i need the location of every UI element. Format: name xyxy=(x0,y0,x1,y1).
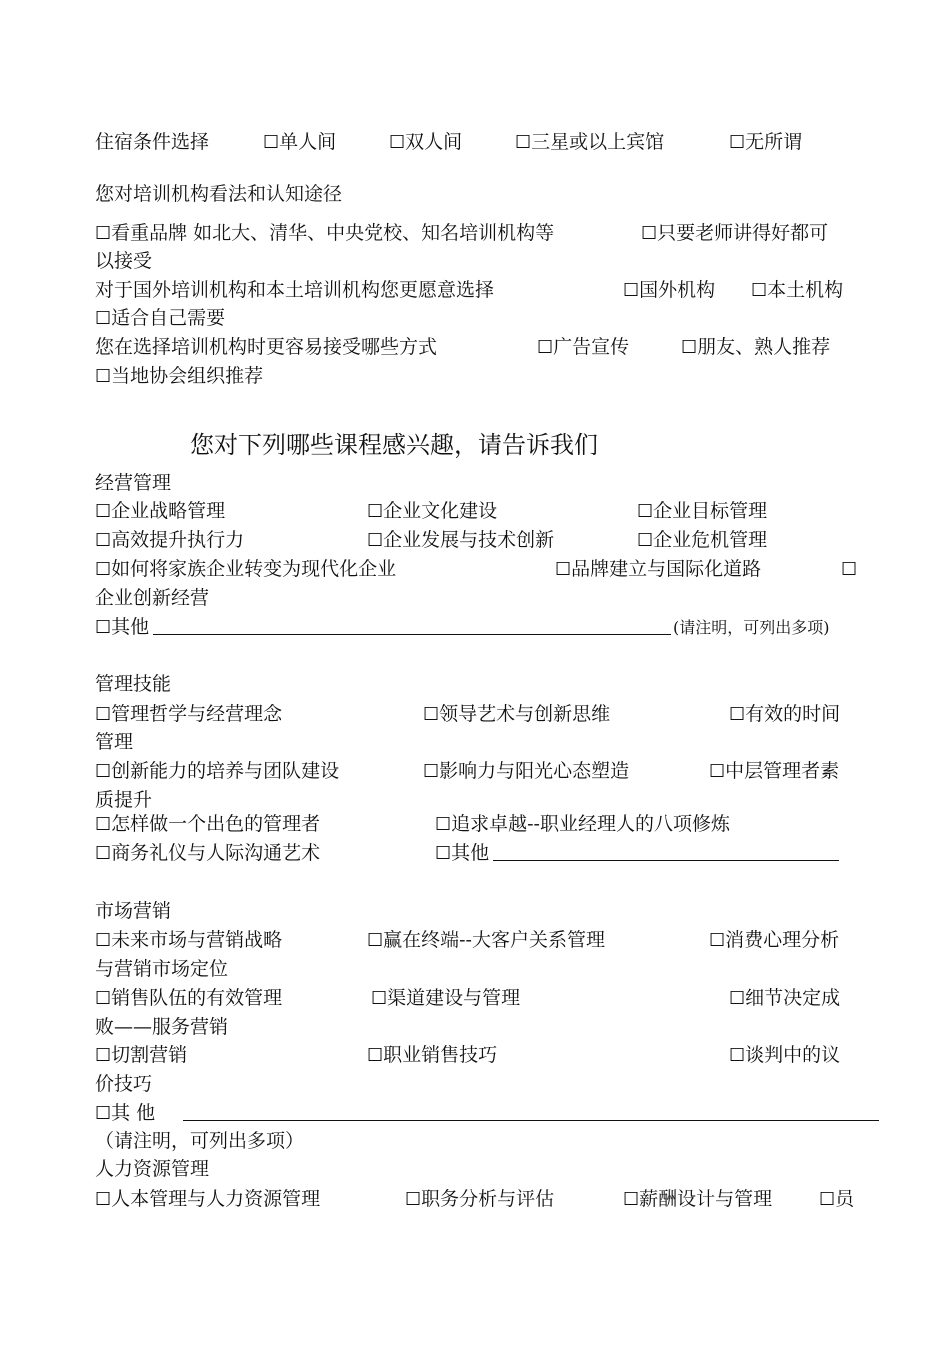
checkbox-icon[interactable]: ☐ xyxy=(623,280,640,301)
course-checkbox[interactable]: ☐职业销售技巧 xyxy=(367,1044,498,1066)
course-checkbox[interactable]: ☐怎样做一个出色的管理者 xyxy=(95,813,321,835)
perception-q3-option-association[interactable]: ☐当地协会组织推荐 xyxy=(95,365,264,387)
course-checkbox[interactable]: ☐品牌建立与国际化道路 xyxy=(555,558,762,580)
course-checkbox[interactable]: ☐切割营销 xyxy=(95,1044,188,1066)
checkbox-icon[interactable]: ☐ xyxy=(95,1045,112,1066)
skills-row-1-wrap: 管理 xyxy=(95,731,134,753)
checkbox-icon[interactable]: ☐ xyxy=(515,132,532,153)
marketing-other-input[interactable] xyxy=(183,1099,879,1121)
course-checkbox[interactable]: ☐如何将家族企业转变为现代化企业 xyxy=(95,558,397,580)
business-row-3 xyxy=(95,555,865,584)
business-title: 经营管理 xyxy=(95,472,172,494)
marketing-row-2-wrap: 败——服务营销 xyxy=(95,1016,229,1038)
lodging-option-single[interactable]: ☐单人间 xyxy=(263,131,337,153)
checkbox-icon[interactable]: ☐ xyxy=(637,530,654,551)
checkbox-icon[interactable]: ☐ xyxy=(729,1045,746,1066)
course-checkbox[interactable]: ☐谈判中的议 xyxy=(729,1044,841,1066)
checkbox-icon[interactable]: ☐ xyxy=(435,843,452,864)
perception-q2-label: 对于国外培训机构和本土培训机构您更愿意选择 xyxy=(95,279,495,301)
marketing-row-3 xyxy=(95,1041,865,1070)
perception-q1-option-brand[interactable]: ☐看重品牌 如北大、清华、中央党校、知名培训机构等 xyxy=(95,222,555,244)
checkbox-icon[interactable]: ☐ xyxy=(95,530,112,551)
marketing-other-note: （请注明，可列出多项） xyxy=(95,1130,305,1152)
checkbox-icon[interactable]: ☐ xyxy=(681,337,698,358)
perception-q2-option-suitable[interactable]: ☐适合自己需要 xyxy=(95,307,226,329)
business-row-2 xyxy=(95,526,865,555)
course-checkbox[interactable]: ☐企业发展与技术创新 xyxy=(367,529,555,551)
checkbox-icon[interactable]: ☐ xyxy=(405,1189,422,1210)
skills-row-2-wrap: 质提升 xyxy=(95,789,153,811)
checkbox-icon[interactable]: ☐ xyxy=(95,704,112,725)
business-row-3-wrap: 企业创新经营 xyxy=(95,587,210,609)
lodging-label: 住宿条件选择 xyxy=(95,131,210,153)
perception-q1-wrap: 以接受 xyxy=(95,250,153,272)
perception-q2-wrap xyxy=(95,304,865,333)
checkbox-icon[interactable]: ☐ xyxy=(95,930,112,951)
course-checkbox[interactable]: ☐有效的时间 xyxy=(729,703,841,725)
checkbox-icon[interactable]: ☐ xyxy=(371,988,388,1009)
checkbox-icon[interactable]: ☐ xyxy=(95,308,112,329)
marketing-row-1 xyxy=(95,926,865,955)
marketing-row-3-wrap: 价技巧 xyxy=(95,1073,153,1095)
checkbox-icon[interactable]: ☐ xyxy=(95,843,112,864)
checkbox-icon[interactable]: ☐ xyxy=(95,501,112,522)
course-checkbox[interactable]: ☐领导艺术与创新思维 xyxy=(423,703,611,725)
checkbox-icon[interactable]: ☐ xyxy=(95,223,112,244)
marketing-other-row xyxy=(95,1099,865,1128)
course-checkbox[interactable]: ☐中层管理者素 xyxy=(709,760,840,782)
checkbox-icon[interactable]: ☐ xyxy=(95,988,112,1009)
checkbox-icon[interactable]: ☐ xyxy=(751,280,768,301)
course-checkbox[interactable]: ☐销售队伍的有效管理 xyxy=(95,987,283,1009)
course-checkbox[interactable]: ☐渠道建设与管理 xyxy=(371,987,521,1009)
checkbox-icon[interactable]: ☐ xyxy=(709,930,726,951)
perception-q1-row xyxy=(95,219,865,248)
checkbox-icon[interactable]: ☐ xyxy=(367,501,384,522)
perception-q2-row xyxy=(95,276,865,305)
hr-row-1 xyxy=(95,1185,865,1214)
marketing-row-1-wrap: 与营销市场定位 xyxy=(95,958,229,980)
marketing-other-note-row xyxy=(95,1127,865,1156)
lodging-option-three-star[interactable]: ☐三星或以上宾馆 xyxy=(515,131,665,153)
lodging-row xyxy=(95,128,865,157)
course-checkbox[interactable]: ☐消费心理分析 xyxy=(709,929,840,951)
checkbox-icon[interactable]: ☐ xyxy=(709,761,726,782)
checkbox-icon[interactable]: ☐ xyxy=(95,1103,112,1124)
checkbox-icon[interactable]: ☐ xyxy=(729,988,746,1009)
perception-q2-option-local[interactable]: ☐本土机构 xyxy=(751,279,844,301)
course-checkbox[interactable]: ☐细节决定成 xyxy=(729,987,841,1009)
course-checkbox[interactable]: ☐职务分析与评估 xyxy=(405,1188,555,1210)
perception-q3-option-friends[interactable]: ☐朋友、熟人推荐 xyxy=(681,336,831,358)
checkbox-icon[interactable]: ☐ xyxy=(637,501,654,522)
hr-title: 人力资源管理 xyxy=(95,1158,210,1180)
perception-q3-label: 您在选择培训机构时更容易接受哪些方式 xyxy=(95,336,438,358)
perception-q1-option-teacher[interactable]: ☐只要老师讲得好都可 xyxy=(641,222,829,244)
checkbox-icon[interactable]: ☐ xyxy=(729,132,746,153)
marketing-title: 市场营销 xyxy=(95,900,172,922)
checkbox-icon[interactable]: ☐ xyxy=(95,617,112,638)
course-checkbox[interactable]: ☐未来市场与营销战略 xyxy=(95,929,283,951)
perception-q2-option-foreign[interactable]: ☐国外机构 xyxy=(623,279,716,301)
checkbox-icon[interactable]: ☐ xyxy=(623,1189,640,1210)
business-other-row xyxy=(95,613,865,642)
checkbox-icon[interactable]: ☐ xyxy=(367,530,384,551)
business-other-note: (请注明，可列出多项) xyxy=(673,618,830,637)
course-checkbox[interactable]: ☐创新能力的培养与团队建设 xyxy=(95,760,340,782)
course-checkbox[interactable]: ☐影响力与阳光心态塑造 xyxy=(423,760,630,782)
course-checkbox[interactable]: ☐人本管理与人力资源管理 xyxy=(95,1188,321,1210)
course-checkbox[interactable]: ☐薪酬设计与管理 xyxy=(623,1188,773,1210)
marketing-other-checkbox[interactable]: ☐其 他 xyxy=(95,1102,156,1124)
checkbox-icon[interactable]: ☐ xyxy=(367,930,384,951)
business-other-input[interactable] xyxy=(153,613,671,635)
checkbox-icon[interactable]: ☐ xyxy=(537,337,554,358)
perception-title: 您对培训机构看法和认知途径 xyxy=(95,183,343,205)
marketing-row-2 xyxy=(95,984,865,1013)
checkbox-icon[interactable]: ☐ xyxy=(389,132,406,153)
checkbox-icon[interactable]: ☐ xyxy=(95,366,112,387)
courses-heading: 您对下列哪些课程感兴趣，请告诉我们 xyxy=(190,431,598,459)
checkbox-icon[interactable]: ☐ xyxy=(95,1189,112,1210)
checkbox-icon[interactable]: ☐ xyxy=(641,223,658,244)
course-checkbox[interactable]: ☐企业目标管理 xyxy=(637,500,768,522)
course-checkbox[interactable]: ☐企业战略管理 xyxy=(95,500,226,522)
skills-row-3 xyxy=(95,810,865,839)
perception-q3-wrap xyxy=(95,362,865,391)
business-other-checkbox[interactable]: ☐其他 xyxy=(95,616,150,638)
skills-other-checkbox[interactable]: ☐其他 xyxy=(435,842,490,864)
checkbox-icon[interactable]: ☐ xyxy=(95,814,112,835)
checkbox-icon[interactable]: ☐ xyxy=(367,1045,384,1066)
course-checkbox[interactable]: ☐高效提升执行力 xyxy=(95,529,245,551)
skills-title: 管理技能 xyxy=(95,673,172,695)
skills-row-4 xyxy=(95,839,865,868)
checkbox-icon[interactable]: ☐ xyxy=(95,559,112,580)
skills-row-2 xyxy=(95,757,865,786)
course-checkbox[interactable]: ☐赢在终端--大客户关系管理 xyxy=(367,929,605,951)
skills-row-1 xyxy=(95,700,865,729)
course-checkbox[interactable]: ☐商务礼仪与人际沟通艺术 xyxy=(95,842,321,864)
lodging-option-double[interactable]: ☐双人间 xyxy=(389,131,463,153)
course-checkbox[interactable]: ☐追求卓越--职业经理人的八项修炼 xyxy=(435,813,730,835)
checkbox-icon[interactable]: ☐ xyxy=(423,761,440,782)
perception-q3-row xyxy=(95,333,865,362)
checkbox-icon[interactable]: ☐ xyxy=(423,704,440,725)
business-row-1 xyxy=(95,497,865,526)
perception-q3-option-ads[interactable]: ☐广告宣传 xyxy=(537,336,630,358)
course-checkbox[interactable]: ☐管理哲学与经营理念 xyxy=(95,703,283,725)
checkbox-icon[interactable]: ☐ xyxy=(435,814,452,835)
skills-other-input[interactable] xyxy=(493,839,839,861)
checkbox-icon[interactable]: ☐ xyxy=(729,704,746,725)
checkbox-icon[interactable]: ☐ xyxy=(95,761,112,782)
lodging-option-any[interactable]: ☐无所谓 xyxy=(729,131,803,153)
checkbox-icon[interactable]: ☐ xyxy=(263,132,280,153)
course-checkbox[interactable]: ☐企业文化建设 xyxy=(367,500,498,522)
checkbox-icon[interactable]: ☐ xyxy=(819,1189,836,1210)
course-checkbox[interactable]: ☐企业危机管理 xyxy=(637,529,768,551)
checkbox-icon[interactable]: ☐ xyxy=(555,559,572,580)
course-checkbox[interactable] xyxy=(841,555,857,584)
course-checkbox[interactable]: ☐员 xyxy=(819,1188,855,1210)
checkbox-icon[interactable]: ☐ xyxy=(841,559,858,580)
